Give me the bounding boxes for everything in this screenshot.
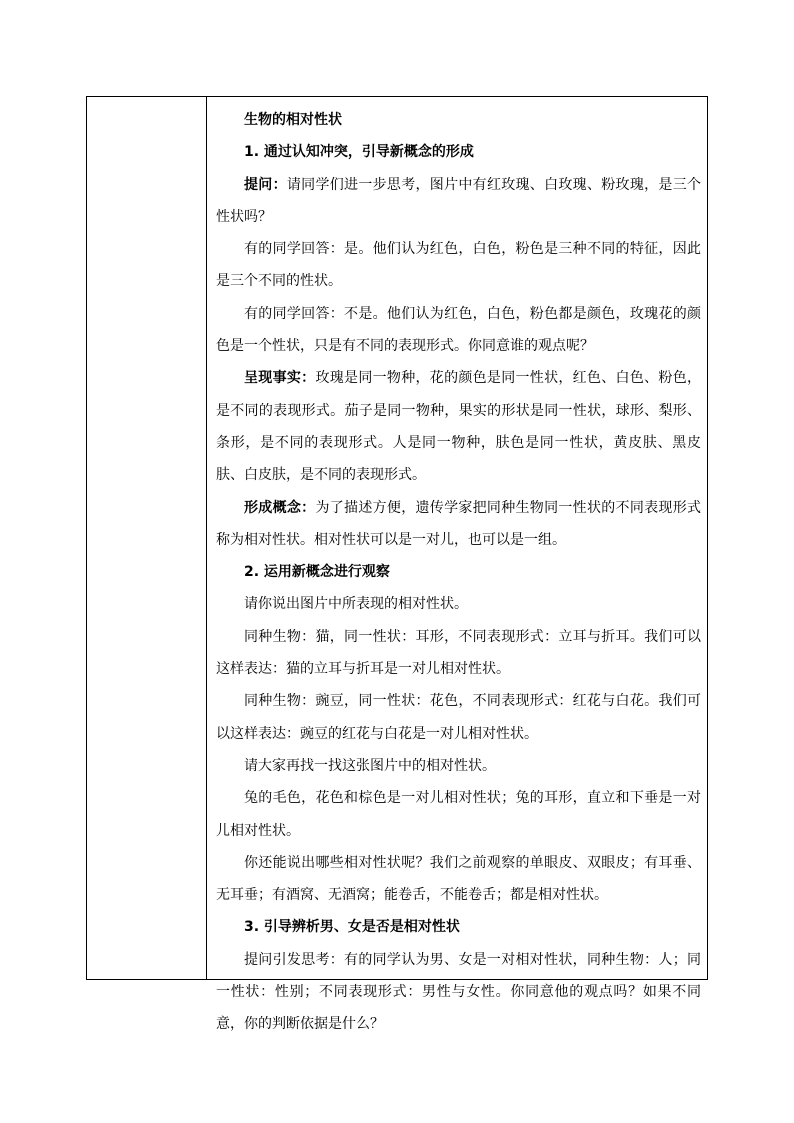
section-title [216, 104, 701, 136]
paragraph-question [216, 169, 701, 234]
para-text: 提问引发思考：有的同学认为男、女是一对相对性状，同种生物：人；同一性状：性别；不同表现形式：男性与女性。你同意他的观点吗？如果不同意，你的判断依据是什么？ [216, 951, 701, 1033]
para-text: 请同学们进一步思考，图片中有红玫瑰、白玫瑰、粉玫瑰，是三个性状吗？ [216, 176, 702, 225]
para-text: 为了描述方便，遗传学家把同种生物同一性状的不同表现形式称为相对性状。相对性状可以是一对儿，也可以是一组。 [216, 499, 701, 548]
para-text: 同种生物：豌豆，同一性状：花色，不同表现形式：红花与白花。我们可以这样表达：豌豆的红花与白花是一对儿相对性状。 [216, 693, 701, 742]
para-text: 1. 通过认知冲突，引导新概念的形成 [244, 144, 474, 161]
paragraph-answer-yes [216, 233, 701, 298]
para-text: 请大家再找一找这张图片中的相对性状。 [244, 757, 496, 774]
section-heading-2 [216, 556, 701, 588]
para-text: 同种生物：猫，同一性状：耳形，不同表现形式：立耳与折耳。我们可以这样表达：猫的立耳与折耳是一对儿相对性状。 [216, 628, 701, 678]
para-text: 有的同学回答：是。他们认为红色，白色，粉色是三种不同的特征，因此是三个不同的性状。 [216, 241, 701, 290]
paragraph-pea [216, 685, 701, 750]
paragraph-observe [216, 588, 701, 620]
para-text: 请你说出图片中所表现的相对性状。 [244, 596, 468, 613]
para-text: 3. 引导辨析男、女是否是相对性状 [244, 919, 460, 936]
table-content-cell [207, 97, 707, 1033]
table-left-cell [87, 97, 207, 979]
paragraph-facts [216, 362, 701, 491]
paragraph-other-traits [216, 847, 701, 912]
para-text: 2. 运用新概念进行观察 [244, 564, 390, 581]
paragraph-concept [216, 492, 701, 557]
para-text: 兔的毛色，花色和棕色是一对儿相对性状；兔的耳形，直立和下垂是一对儿相对性状。 [216, 790, 701, 839]
section-heading-3 [216, 911, 701, 943]
paragraph-cat [216, 621, 701, 686]
para-lead: 形成概念： [244, 499, 316, 516]
paragraph-rabbit [216, 782, 701, 847]
paragraph-find-more [216, 750, 701, 782]
para-lead: 提问： [244, 176, 287, 193]
para-text: 有的同学回答：不是。他们认为红色，白色，粉色都是颜色，玫瑰花的颜色是一个性状，只是有不同的表现形式。你同意谁的观点呢？ [216, 305, 701, 355]
section-heading-1 [216, 136, 701, 168]
para-text: 你还能说出哪些相对性状呢？我们之前观察的单眼皮、双眼皮；有耳垂、无耳垂；有酒窝、无酒窝；能卷舌，不能卷舌；都是相对性状。 [216, 854, 701, 904]
paragraph-gender-question [216, 944, 701, 1041]
para-lead: 呈现事实： [244, 370, 316, 387]
para-text: 玫瑰是同一物种，花的颜色是同一性状，红色、白色、粉色，是不同的表现形式。茄子是同一物种，果实的形状是同一性状，球形、梨形、条形，是不同的表现形式。人是同一物种，肤色是同一性状，黄皮肤、黑皮肤、白皮肤，是不同的表现形式。 [216, 370, 701, 484]
lesson-table [86, 96, 708, 1033]
para-text: 生物的相对性状 [244, 112, 342, 128]
paragraph-answer-no [216, 298, 701, 363]
